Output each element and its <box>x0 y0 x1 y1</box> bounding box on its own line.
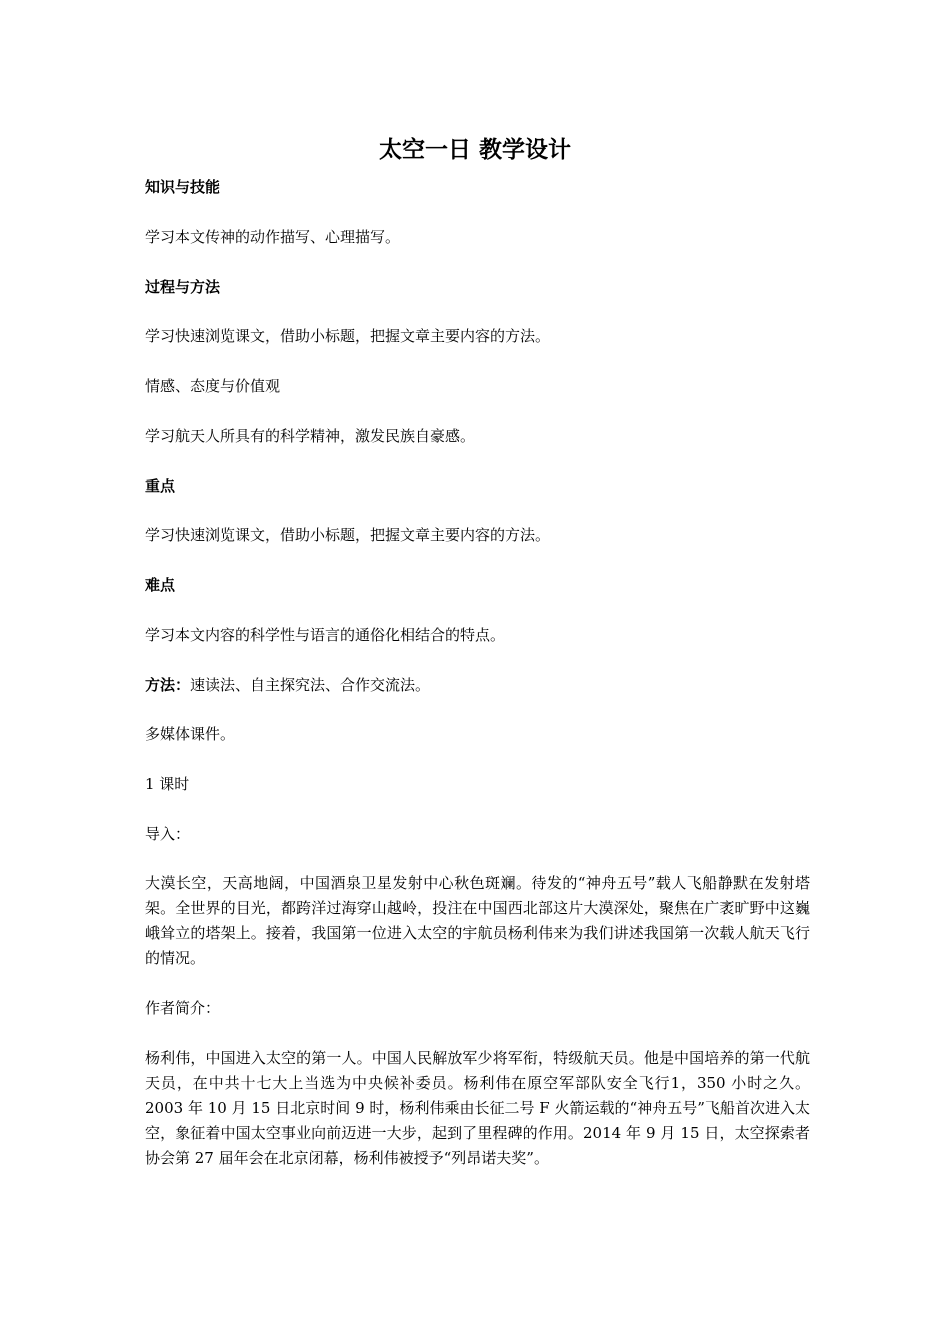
media-text: 多媒体课件。 <box>145 725 236 743</box>
emotion-heading: 情感、态度与价值观 <box>145 377 281 395</box>
process-heading: 过程与方法 <box>145 278 221 296</box>
knowledge-text: 学习本文传神的动作描写、心理描写。 <box>145 228 401 246</box>
hours-text: 1 课时 <box>145 775 190 793</box>
key-heading: 重点 <box>145 477 176 495</box>
difficulty-heading: 难点 <box>145 576 176 594</box>
method-line <box>145 673 810 698</box>
document-title: 太空一日 教学设计 <box>378 136 571 163</box>
method-label: 方法： <box>145 676 191 694</box>
method-text: 速读法、自主探究法、合作交流法。 <box>190 676 431 694</box>
difficulty-text: 学习本文内容的科学性与语言的通俗化相结合的特点。 <box>145 626 506 644</box>
knowledge-heading: 知识与技能 <box>145 178 221 196</box>
author-heading: 作者简介： <box>145 999 221 1017</box>
process-text: 学习快速浏览课文，借助小标题，把握文章主要内容的方法。 <box>145 327 551 345</box>
intro-text: 大漠长空，天高地阔，中国酒泉卫星发射中心秋色斑斓。待发的“神舟五号”载人飞船静默在发射塔架。全世界的目光，都跨洋过海穿山越岭，投注在中国西北部这片大漠深处，聚焦在广袤旷野中这巍峨耸立的塔架上。接着，我国第一位进入太空的宇航员杨利伟来为我们讲述我国第一次载人航天飞行的情况。 <box>145 874 810 967</box>
intro-heading: 导入： <box>145 825 191 843</box>
emotion-text: 学习航天人所具有的科学精神，激发民族自豪感。 <box>145 427 476 445</box>
key-text: 学习快速浏览课文，借助小标题，把握文章主要内容的方法。 <box>145 526 551 544</box>
author-text: 杨利伟，中国进入太空的第一人。中国人民解放军少将军衔，特级航天员。他是中国培养的第一代航天员，在中共十七大上当选为中央候补委员。杨利伟在原空军部队安全飞行1，350 小时之久。2003 年 10 月 15 日北京时间 9 时，杨利伟乘由长征二号 F 火箭运载的“神舟五号”飞船首次进入太空，象征着中国太空事业向前迈进一大步，起到了里程碑的作用。2014 年 9 月 15 日，太空探索者协会第 27 届年会在北京闭幕，杨利伟被授予“列昂诺夫奖”。 <box>145 1049 810 1167</box>
